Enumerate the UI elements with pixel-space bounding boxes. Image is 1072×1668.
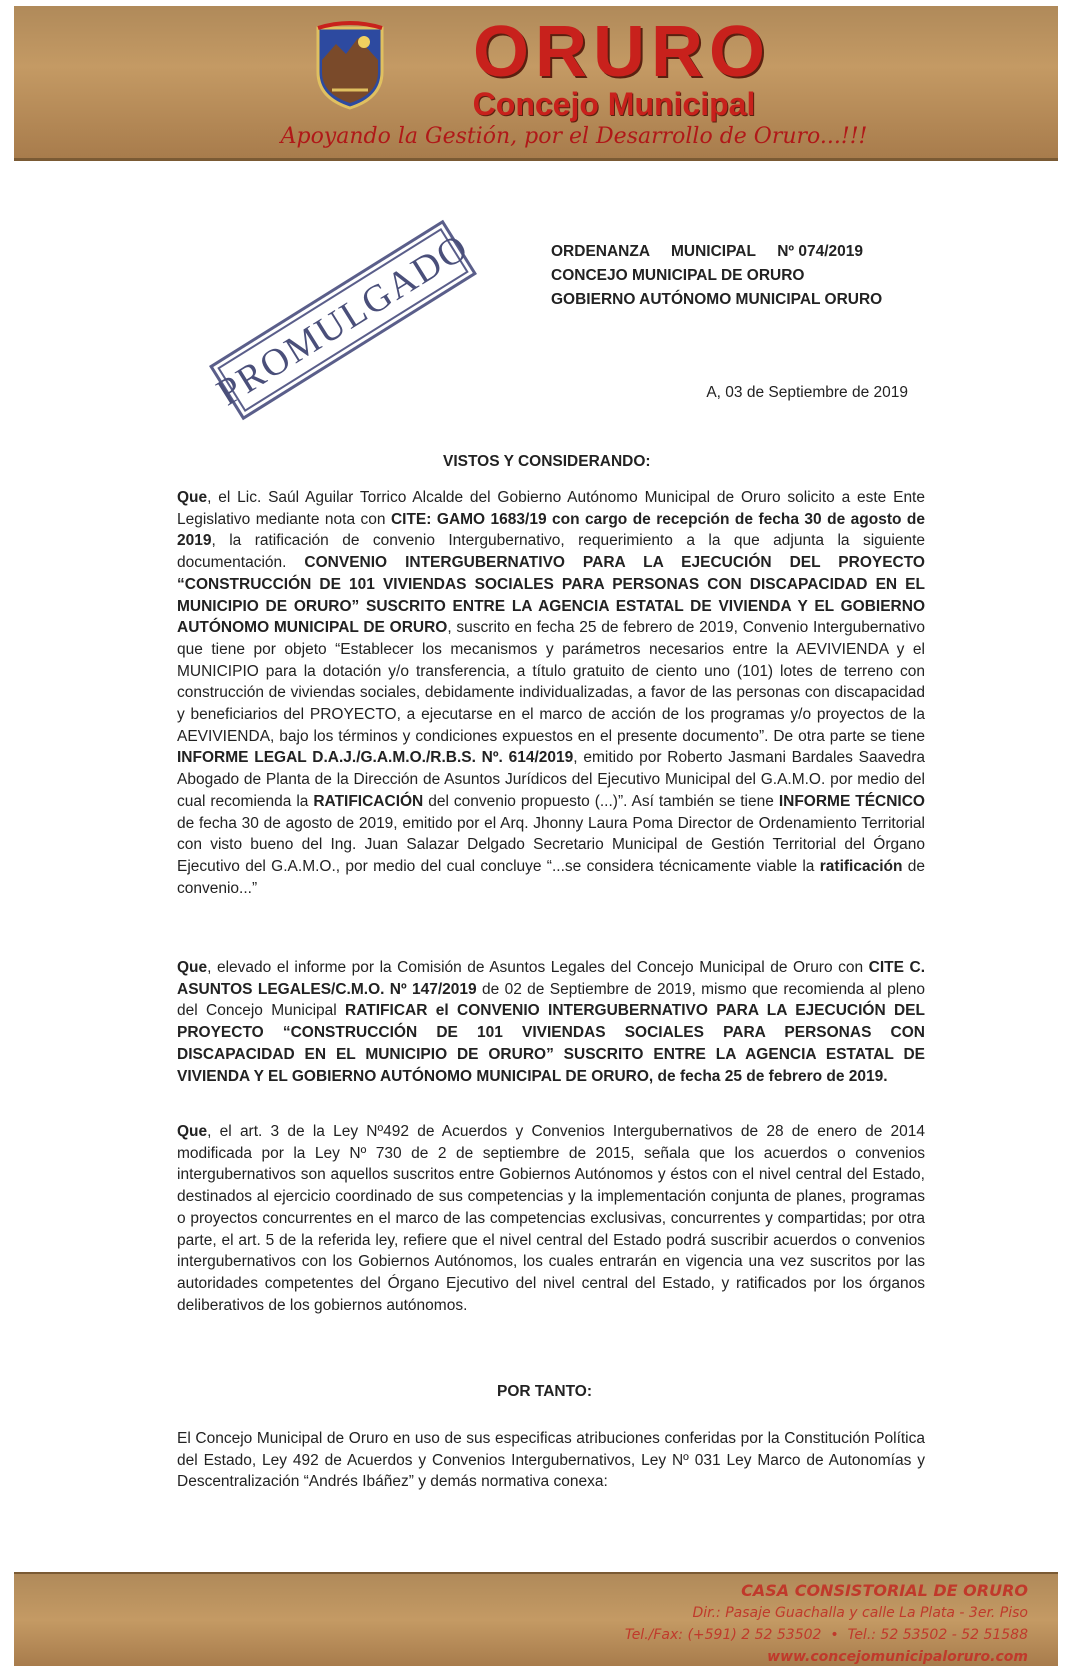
text-run: Que — [177, 1123, 208, 1140]
por-tanto-title: POR TANTO: — [497, 1383, 593, 1400]
brand-title: ORURO — [473, 12, 771, 92]
text-run: , el art. 3 de la Ley Nº492 de Acuerdos y Convenios Intergubernativos de 28 de enero de 2014 modificada por la Ley Nº 730 de 2 de septiembre de 2015, señala que los acuerdos o convenios intergubernativos son aquellos suscritos entre Gobiernos Autónomos y éstos con el nivel central del Estado, destinados al ejercicio coordinado de sus competencias y la implementación conjunta de planes, programas o proyectos concurrentes en el marco de las competencias exclusivas, concurrentes y compartidas; por otra parte, el art. 5 de la referida ley, refiere que el nivel central del Estado podrá suscribir acuerdos o convenios intergubernativos con los Gobiernos Autónomos, los cuales entrarán en vigencia una vez suscritos por las autoridades competentes del Órgano Ejecutivo del nivel central del Estado, y ratificados por los órganos deliberativos de los gobiernos autónomos. — [177, 1123, 925, 1314]
text-run: RATIFICACIÓN — [313, 792, 424, 810]
text-run: CITE: GAMO 1683/19 con cargo de recepción de fecha 30 de agosto de 2019 — [177, 510, 925, 550]
text-run: de fecha 30 de agosto de 2019, emitido por el Arq. Jhonny Laura Poma Director de Ordenamiento Territorial con visto bueno del Ing. Juan Salazar Delgado Secretario Municipal de Gestión Territorial del Órgano Ejecutivo del G.A.M.O., por medio del cual concluye “...se considera técnicamente viable la — [177, 814, 925, 875]
ordinance-number: ORDENANZA MUNICIPAL Nº 074/2019 — [551, 243, 863, 260]
footer-phone: Tel./Fax: (+591) 2 52 53502 • Tel.: 52 53502 - 52 51588 — [624, 1627, 1028, 1643]
text-run: de convenio...” — [177, 857, 925, 897]
header-banner — [14, 6, 1058, 161]
text-run: , suscrito en fecha 25 de febrero de 2019, Convenio Intergubernativo que tiene por objeto “Establecer los mecanismos y parámetros necesarios entre la AEVIVIENDA y el MUNICIPIO para la dotación y/o transferencia, a título gratuito de ciento uno (101) lotes de terreno con construcción de viviendas sociales, debidamente individualizadas, a favor de las personas con discapacidad y beneficiarios del PROYECTO, a ejecutarse en el marco de acción de los programas y/o proyectos de la AEVIVIENDA, bajo los términos y condiciones expuestos en el presente documento”. De otra parte se tiene — [177, 619, 926, 745]
footer-contact — [625, 1580, 1028, 1668]
vistos-title: VISTOS Y CONSIDERANDO: — [443, 453, 651, 470]
paragraph-1 — [177, 487, 925, 899]
text-run: El Concejo Municipal de Oruro en uso de sus especificas atribuciones conferidas por la Constitución Política del Estado, Ley 492 de Acuerdos y Convenios Intergubernativos, Ley Nº 031 Ley Marco de Autonomías y Descentralización “Andrés Ibáñez” y demás normativa conexa: — [177, 1430, 925, 1491]
ordinance-heading — [551, 240, 911, 312]
text-run: INFORME LEGAL D.A.J./G.A.M.O./R.B.S. Nº. 614/2019 — [177, 749, 574, 767]
text-run: Que — [177, 489, 208, 506]
brand-subtitle: Concejo Municipal — [472, 86, 756, 122]
brand-slogan: Apoyando la Gestión, por el Desarrollo de Oruro...!!! — [280, 124, 868, 149]
footer-banner — [14, 1572, 1058, 1666]
text-run: Que — [177, 959, 208, 976]
text-run: , el Lic. Saúl Aguilar Torrico Alcalde del Gobierno Autónomo Municipal de Oruro solicito a este Ente Legislativo mediante nota con — [177, 489, 925, 528]
ordinance-government: GOBIERNO AUTÓNOMO MUNICIPAL ORURO — [551, 291, 883, 308]
ordinance-council: CONCEJO MUNICIPAL DE ORURO — [551, 267, 805, 284]
paragraph-4 — [177, 1428, 925, 1493]
text-run: , elevado el informe por la Comisión de Asuntos Legales del Concejo Municipal de Oruro con — [207, 959, 869, 976]
promulgado-stamp: PROMULGADO — [209, 220, 477, 421]
text-run: CITE C. ASUNTOS LEGALES/C.M.O. Nº 147/2019 — [177, 959, 925, 998]
document-date: A, 03 de Septiembre de 2019 — [706, 384, 908, 401]
footer-address: Dir.: Pasaje Guachalla y calle La Plata - 3er. Piso — [692, 1605, 1028, 1621]
footer-website-link[interactable]: www.concejomunicipaloruro.com — [767, 1649, 1028, 1665]
paragraph-3 — [177, 1121, 925, 1316]
text-run: INFORME TÉCNICO — [778, 792, 925, 810]
text-run: CONVENIO INTERGUBERNATIVO PARA LA EJECUCIÓN DEL PROYECTO “CONSTRUCCIÓN DE 101 VIVIENDAS SOCIALES PARA PERSONAS CON DISCAPACIDAD EN EL MUNICIPIO DE ORURO” SUSCRITO ENTRE LA AGENCIA ESTATAL DE VIVIENDA Y EL GOBIERNO AUTÓNOMO MUNICIPAL DE ORURO — [177, 554, 925, 637]
text-run: ratificación — [819, 857, 903, 875]
text-run: de 02 de Septiembre de 2019, mismo que recomienda al pleno del Concejo Municipal — [177, 980, 925, 1020]
text-run: RATIFICAR el CONVENIO INTERGUBERNATIVO PARA LA EJECUCIÓN DEL PROYECTO “CONSTRUCCIÓN DE 101 VIVIENDAS SOCIALES PARA PERSONAS CON DISCAPACIDAD EN EL MUNICIPIO DE ORURO” SUSCRITO ENTRE LA AGENCIA ESTATAL DE VIVIENDA Y EL GOBIERNO AUTÓNOMO MUNICIPAL DE ORURO, de fecha 25 de febrero de 2019. — [177, 1002, 925, 1085]
footer-address-title: CASA CONSISTORIAL DE ORURO — [741, 1581, 1028, 1600]
text-run: , emitido por Roberto Jasmani Bardales Saavedra Abogado de Planta de la Dirección de Asuntos Jurídicos del Ejecutivo Municipal del G.A.M.O. por medio del cual recomienda la — [177, 749, 925, 810]
text-run: , la ratificación de convenio Intergubernativo, requerimiento a la que adjunta la siguiente documentación. — [177, 532, 925, 572]
paragraph-2 — [177, 957, 925, 1087]
text-run: del convenio propuesto (...)”. Así también se tiene — [423, 792, 779, 810]
